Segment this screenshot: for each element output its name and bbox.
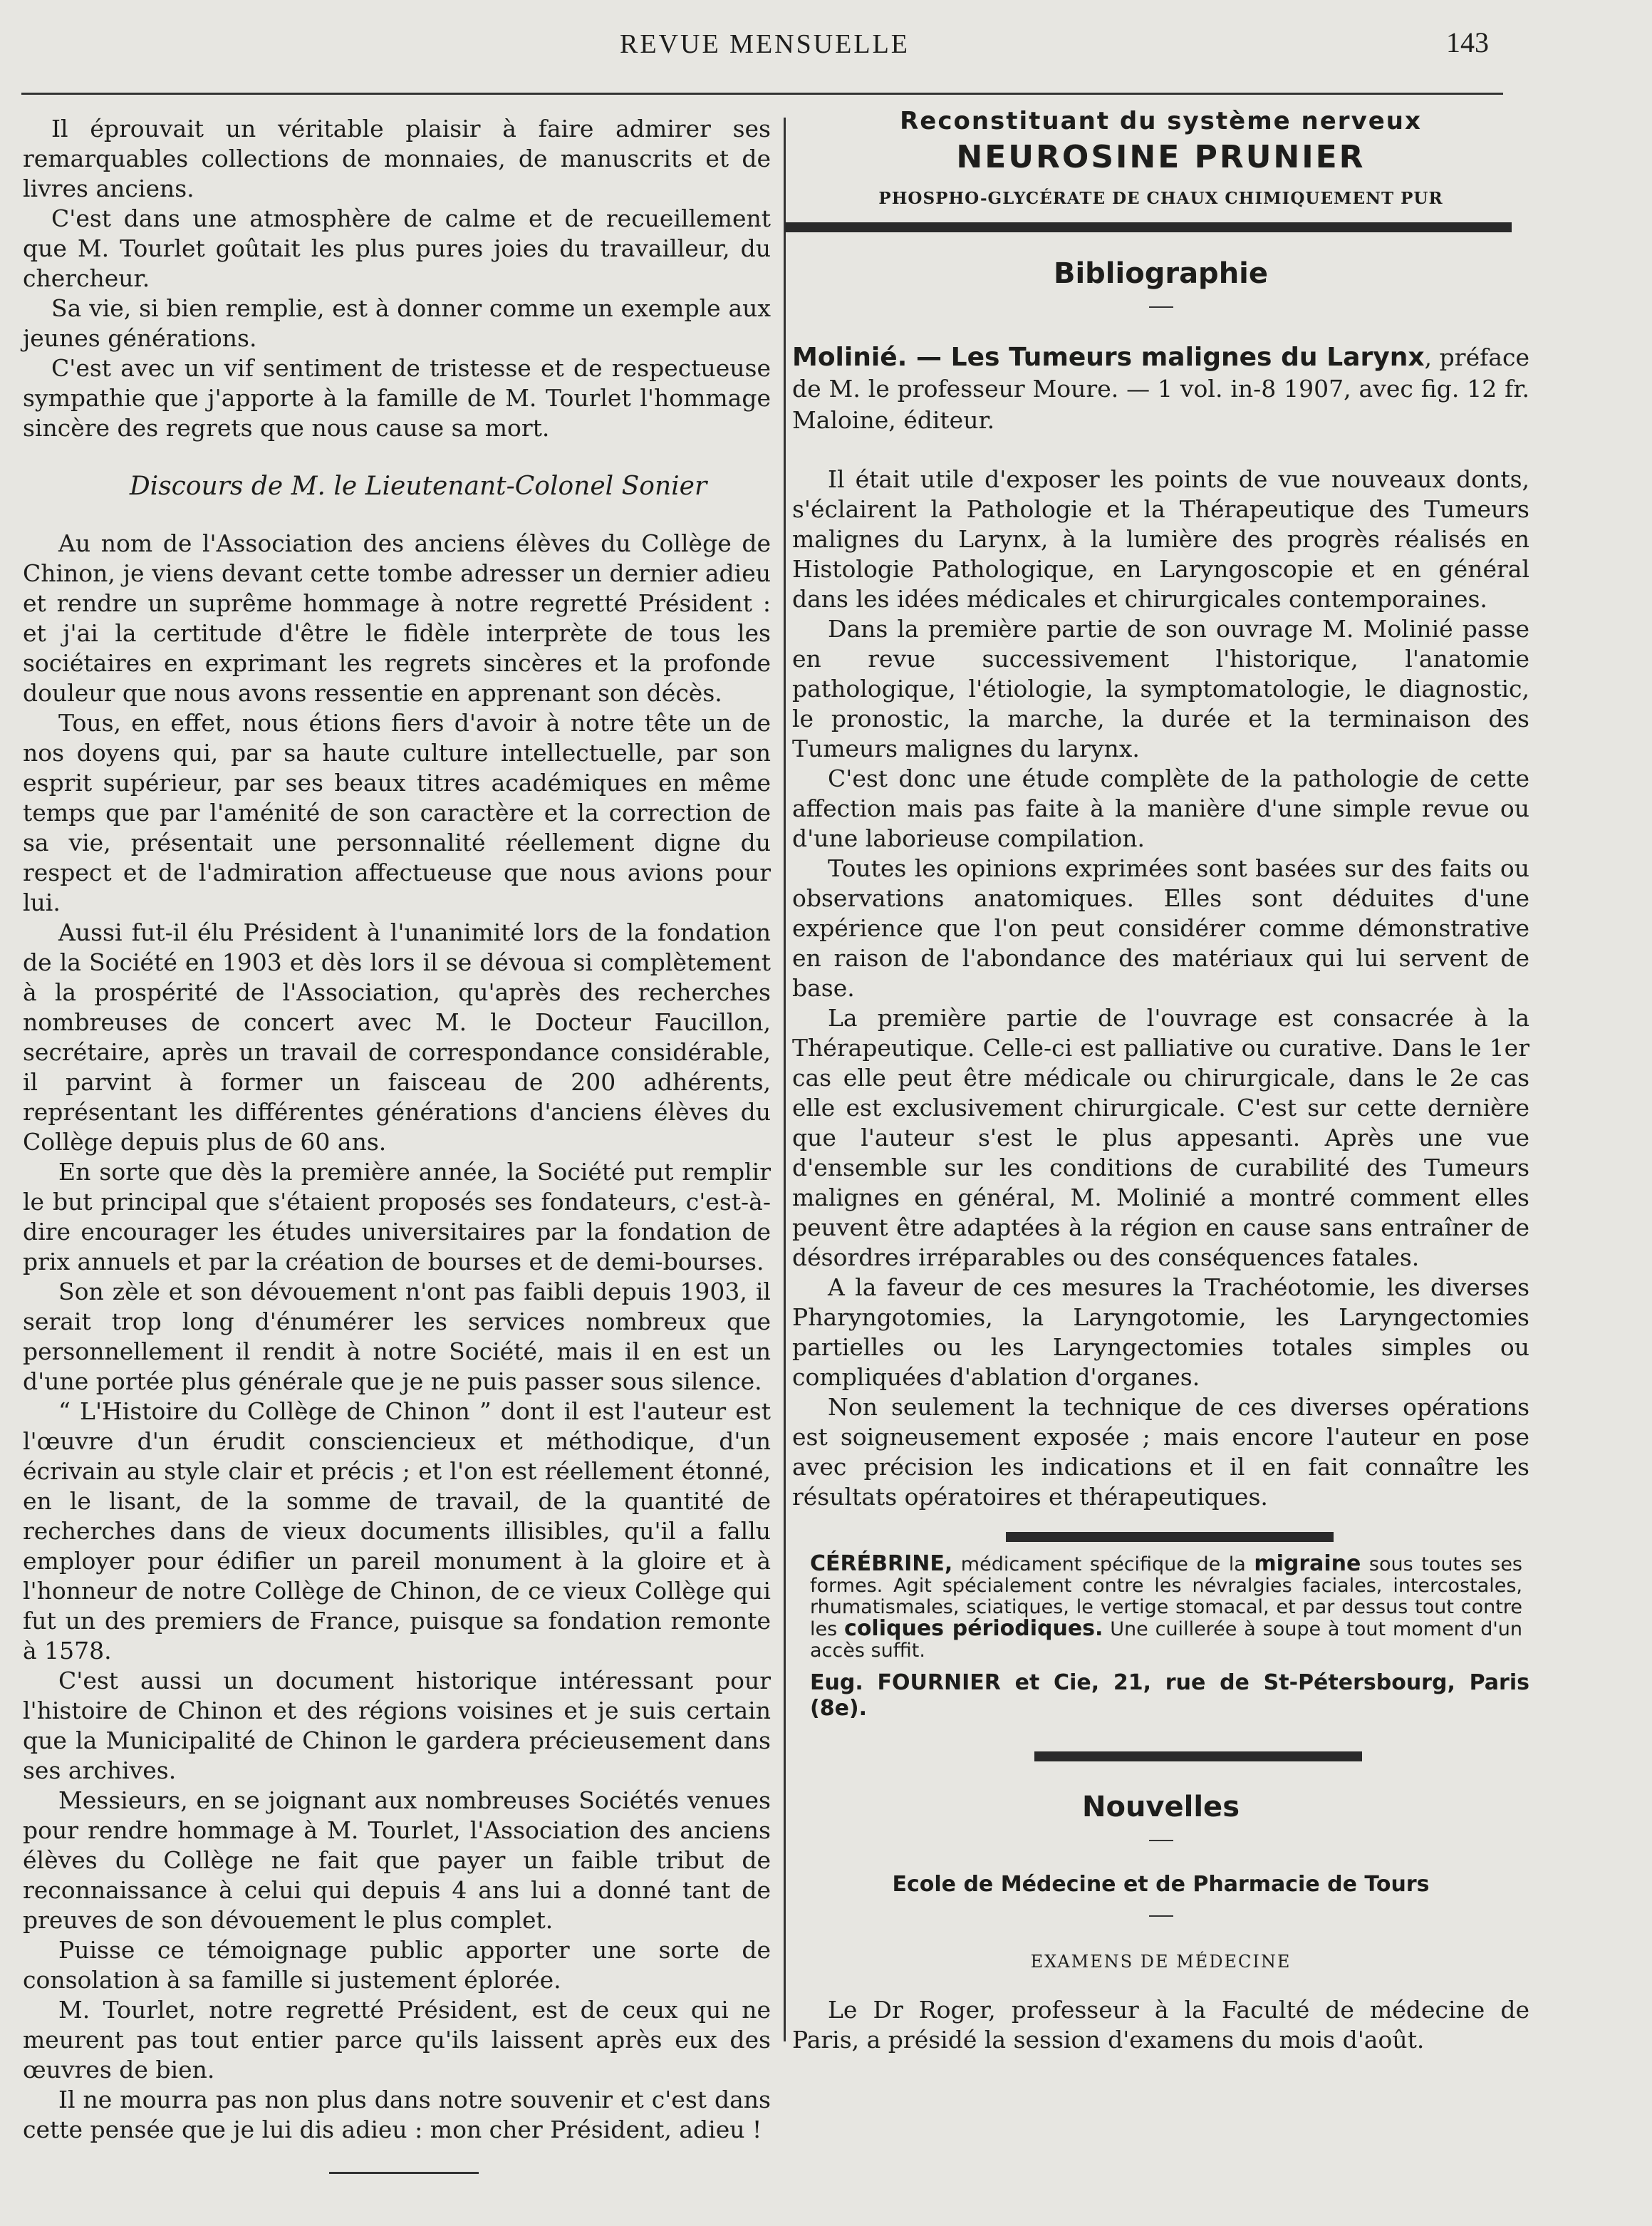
paragraph: Toutes les opinions exprimées sont basées sur des faits ou observations anatomiques. Elles sont déduites d'une expérience que l'on peut considérer comme démonstrative en raison de l'abondance des matériaux qui lui servent de base. xyxy=(792,854,1529,1002)
section-rule xyxy=(1034,1751,1362,1761)
ad-rule xyxy=(785,222,1512,232)
ad-text xyxy=(792,1553,1529,1662)
nouvelles-heading: Nouvelles xyxy=(1082,1791,1240,1823)
bibliography-entry: Molinié. — Les Tumeurs malignes du Larynx, préface de M. le professeur Moure. — 1 vol. in-8 1907, avec fig. 12 fr. Maloine, éditeur. xyxy=(792,343,1529,434)
paragraph: C'est avec un vif sentiment de tristesse et de respectueuse sympathie que j'apporte à la famille de M. Tourlet l'hommage sincère des regrets que nous cause sa mort. xyxy=(23,354,771,442)
discours-heading: Discours de M. le Lieutenant-Colonel Sonier xyxy=(129,472,707,501)
paragraph: Le Dr Roger, professeur à la Faculté de médecine de Paris, a présidé la session d'examens du mois d'août. xyxy=(792,1996,1529,2054)
paragraph: M. Tourlet, notre regretté Président, est de ceux qui ne meurent pas tout entier parce qu'ils laissent après eux des œuvres de bien. xyxy=(23,1996,771,2083)
ad-subline: PHOSPHO-GLYCÉRATE DE CHAUX CHIMIQUEMENT PUR xyxy=(878,189,1443,208)
right-column xyxy=(792,107,1529,2055)
biblio-author: Molinié. xyxy=(792,343,908,372)
ad-product-name: NEUROSINE PRUNIER xyxy=(956,139,1366,175)
page-number: 143 xyxy=(1446,26,1489,58)
paragraph: C'est aussi un document historique intéressant pour l'histoire de Chinon et des régions voisines et je suis certain que la Municipalité de Chinon le gardera précieusement dans ses archives. xyxy=(23,1667,771,1784)
ad-emphasis: coliques périodiques. xyxy=(844,1616,1103,1641)
paragraph: Son zèle et son dévouement n'ont pas faibli depuis 1903, il serait trop long d'énumérer les services nombreux que personnellement il rendit à notre Société, mais il en est un d'une portée plus générale que je ne puis passer sous silence. xyxy=(23,1278,771,1395)
paragraph: Messieurs, en se joignant aux nombreuses Sociétés venues pour rendre hommage à M. Tourlet, l'Association des anciens élèves du Collège ne fait que payer un faible tribut de reconnaissance à celui qui depuis 4 ans lui a donné tant de preuves de son dévouement le plus complet. xyxy=(23,1786,771,1934)
column-divider xyxy=(784,118,786,2041)
running-head xyxy=(21,24,1489,67)
ad-text-part: sous toutes ses formes. Agit spécialement contre les névralgies faciales, intercostales, rhumatismales, sciatiques, le vertige stomacal, et par dessus tout contre les xyxy=(810,1553,1522,1640)
cerebrine-ad xyxy=(792,1532,1529,1722)
paragraph: La première partie de l'ouvrage est consacrée à la Thérapeutique. Celle-ci est palliative ou curative. Dans le 1er cas elle peut être médicale ou chirurgicale, dans le 2e cas elle est exclusivement chirurgicale. C'est sur cette dernière que l'auteur s'est le plus appesanti. Après une vue d'ensemble sur les conditions de curabilité des Tumeurs malignes en général, M. Molinié a montré comment elles peuvent être adaptées à la région en cause sans entraîner de désordres irréparables ou des conséquences fatales. xyxy=(792,1004,1529,1271)
running-title: REVUE MENSUELLE xyxy=(620,29,910,59)
paragraph: Sa vie, si bien remplie, est à donner comme un exemple aux jeunes générations. xyxy=(23,294,771,352)
short-dash xyxy=(1149,1840,1173,1841)
biblio-book-title: Les Tumeurs malignes du Larynx xyxy=(950,343,1425,372)
examens-heading: EXAMENS DE MÉDECINE xyxy=(1030,1952,1292,1972)
ad-address: Eug. FOURNIER et Cie, 21, rue de St-Pétersbourg, Paris (8e). xyxy=(810,1670,1529,1721)
bibliographie-heading: Bibliographie xyxy=(1053,257,1269,290)
paragraph: C'est dans une atmosphère de calme et de recueillement que M. Tourlet goûtait les plus pures joies du travailleur, du chercheur. xyxy=(23,205,771,292)
ad-text-part: médicament spécifique de la xyxy=(952,1553,1254,1575)
ad-tagline: Reconstituant du système nerveux xyxy=(900,107,1422,135)
paragraph: Dans la première partie de son ouvrage M. Molinié passe en revue successivement l'historique, l'anatomie pathologique, l'étiologie, la symptomatologie, le diagnostic, le pronostic, la marche, la durée et la terminaison des Tumeurs malignes du larynx. xyxy=(792,615,1529,762)
paragraph: Au nom de l'Association des anciens élèves du Collège de Chinon, je viens devant cette tombe adresser un dernier adieu et rendre un suprême hommage à notre regretté Président : et j'ai la certitude d'être le fidèle interprète de tous les sociétaires en exprimant les regrets sincères et la profonde douleur que nous avons ressentie en apprenant son décès. xyxy=(23,529,771,707)
paragraph: Il éprouvait un véritable plaisir à faire admirer ses remarquables collections de monnaies, de manuscrits et de livres anciens. xyxy=(23,115,771,202)
ecole-heading: Ecole de Médecine et de Pharmacie de Tours xyxy=(892,1872,1430,1897)
paragraph: “ L'Histoire du Collège de Chinon ” dont il est l'auteur est l'œuvre d'un érudit consciencieux et méthodique, d'un écrivain au style clair et précis ; et l'on est réellement étonné, en le lisant, de la somme de travail, de la quantité de recherches dans de vieux documents illisibles, qu'il a fallu employer pour édifier un pareil monument à la gloire et à l'honneur de notre Collège de Chinon, de ce vieux Collège qui fut un des premiers de France, puisque sa fondation remonte à 1578. xyxy=(23,1397,771,1665)
short-dash xyxy=(1149,1915,1173,1917)
paragraph: C'est donc une étude complète de la pathologie de cette affection mais pas faite à la manière d'une simple revue ou d'une laborieuse compilation. xyxy=(792,765,1529,852)
left-column xyxy=(23,114,771,2174)
paragraph: Aussi fut-il élu Président à l'unanimité lors de la fondation de la Société en 1903 et dès lors il se dévoua si complètement à la prospérité de l'Association, qu'après des recherches nombreuses de concert avec M. le Docteur Faucillon, secrétaire, après un travail de correspondance considérable, il parvint à former un faisceau de 200 adhérents, représentant les différentes générations d'anciens élèves du Collège depuis plus de 60 ans. xyxy=(23,918,771,1156)
header-rule xyxy=(21,93,1503,95)
ad-text-part: Une cuillerée à soupe à tout moment d'un accès suffit. xyxy=(810,1618,1523,1662)
end-rule xyxy=(329,2172,479,2174)
paragraph: A la faveur de ces mesures la Trachéotomie, les diverses Pharyngotomies, la Laryngotomie, les Laryngectomies partielles ou les Laryngectomies totales simples ou compliquées d'ablation d'organes. xyxy=(792,1273,1529,1391)
ad-emphasis: migraine xyxy=(1254,1551,1361,1576)
short-dash xyxy=(1149,306,1173,308)
paragraph: Il était utile d'exposer les points de vue nouveaux donts, s'éclairent la Pathologie et la Thérapeutique des Tumeurs malignes du Larynx, à la lumière des progrès réalisés en Histologie Pathologique, en Laryngoscopie et en général dans les idées médicales et chirurgicales contemporaines. xyxy=(792,465,1529,613)
ad-product-name: CÉRÉBRINE, xyxy=(810,1551,953,1576)
paragraph: Non seulement la technique de ces diverses opérations est soigneusement exposée ; mais encore l'auteur en pose avec précision les indications et il en fait connaître les résultats opératoires et thérapeutiques. xyxy=(792,1393,1529,1511)
paragraph: En sorte que dès la première année, la Société put remplir le but principal que s'étaient proposés ses fondateurs, c'est-à-dire encourager les études universitaires par la fondation de prix annuels et par la création de bourses et de demi-bourses. xyxy=(23,1158,771,1275)
ad-rule xyxy=(1006,1532,1334,1542)
paragraph: Puisse ce témoignage public apporter une sorte de consolation à sa famille si justement éplorée. xyxy=(23,1936,771,1994)
paragraph: Il ne mourra pas non plus dans notre souvenir et c'est dans cette pensée que je lui dis adieu : mon cher Président, adieu ! xyxy=(23,2086,771,2143)
paragraph: Tous, en effet, nous étions fiers d'avoir à notre tête un de nos doyens qui, par sa haute culture intellectuelle, par son esprit supérieur, par ses beaux titres académiques en même temps que par l'aménité de son caractère et la correction de sa vie, présentait une personnalité réellement digne du respect et de l'admiration affectueuse que nous avions pour lui. xyxy=(23,709,771,916)
biblio-details: , préface de M. le professeur Moure. — 1 vol. in-8 1907, avec fig. 12 fr. Maloine, éditeur. xyxy=(792,343,1529,434)
